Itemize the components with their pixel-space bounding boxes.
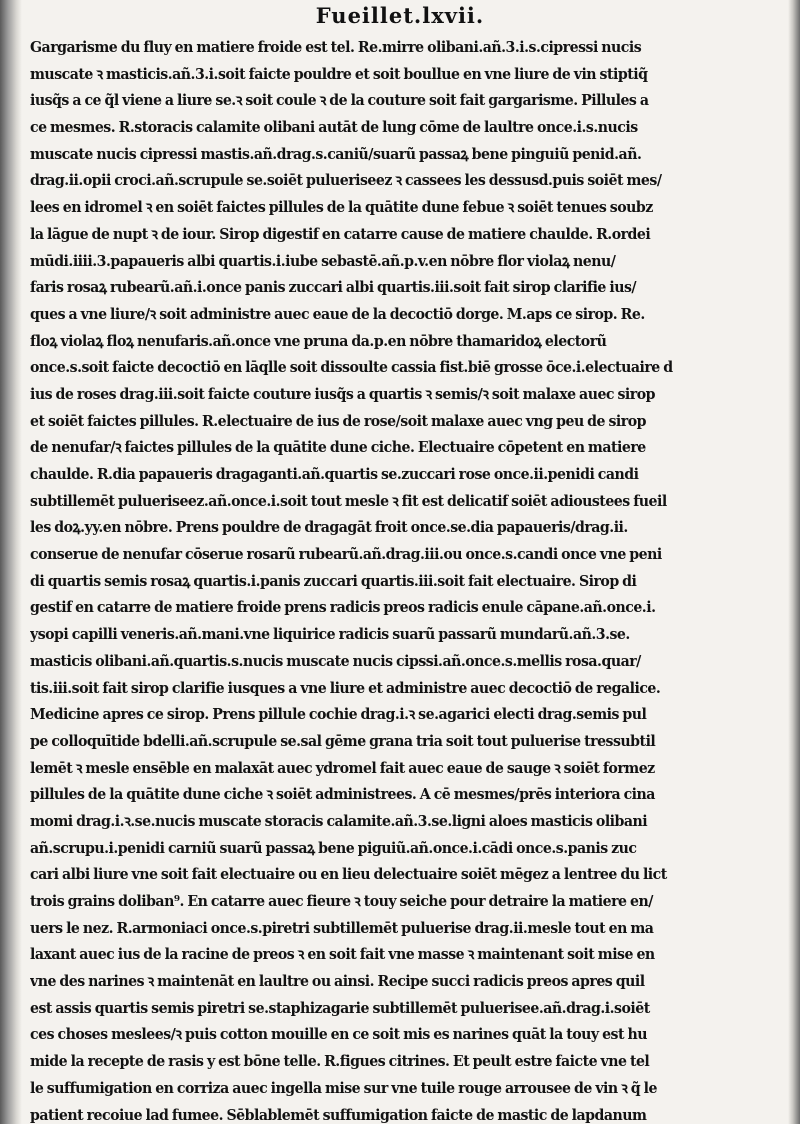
text-line: muscate ꝛ masticis.añ.3.i.soit faicte pouldre et soit boullue en vne liure de vin stiptiq̃: [30, 64, 648, 83]
text-line: tis.iii.soit fait sirop clarifie iusques a vne liure et administre auec decoctiō de regalice.: [30, 678, 661, 697]
text-line: Gargarisme du fluy en matiere froide est tel. Re.mirre olibani.añ.3.i.s.cipressi nucis: [30, 38, 642, 56]
text-line: añ.scrupu.i.penidi carniũ suarũ passaꝝ bene piguiũ.añ.once.i.cādi once.s.panis zuc: [30, 838, 637, 857]
text-line: Medicine apres ce sirop. Prens pillule cochie drag.i.ꝛ se.agarici electi drag.semis pul: [30, 705, 647, 724]
text-line: les doꝝ.yy.en nōbre. Prens pouldre de dragagāt froit once.se.dia papaueris/drag.ii.: [30, 518, 628, 537]
text-line: uers le nez. R.armoniaci once.s.piretri subtillemēt puluerise drag.ii.mesle tout en ma: [30, 918, 654, 937]
text-line: la lāgue de nupt ꝛ de iour. Sirop digestif en catarre cause de matiere chaulde. R.ordei: [30, 224, 651, 243]
text-line: subtillemēt pulueriseez.añ.once.i.soit tout mesle ꝛ fit est delicatif soiēt adioustees fueil: [30, 491, 667, 510]
text-line: muscate nucis cipressi mastis.añ.drag.s.caniũ/suarũ passaꝝ bene pinguiũ penid.añ.: [30, 144, 642, 163]
text-line: vne des narines ꝛ maintenāt en laultre ou ainsi. Recipe succi radicis preos apres quil: [30, 972, 645, 991]
page-edge-shadow: [788, 0, 800, 1124]
text-line: patient recoiue lad fumee. Sēblablemēt suffumigation faicte de mastic de lapdanum: [30, 1105, 647, 1124]
text-line: mide la recepte de rasis y est bōne telle. R.figues citrines. Et peult estre faicte vne tel: [30, 1052, 650, 1071]
text-line: momi drag.i.ꝛ.se.nucis muscate storacis calamite.añ.3.se.ligni aloes masticis olibani: [30, 811, 648, 830]
text-line: pe colloquītide bdelli.añ.scrupule se.sal gēme grana tria soit tout puluerise tressubtil: [30, 731, 656, 750]
text-line: mūdi.iiii.3.papaueris albi quartis.i.iube sebastē.añ.p.v.en nōbre flor violaꝝ nenu/: [30, 251, 616, 270]
text-line: trois grains doliban⁹. En catarre auec fieure ꝛ touy seiche pour detraire la matiere en/: [30, 892, 653, 910]
text-line: le suffumigation en corriza auec ingella mise sur vne tuile rouge arrousee de vin ꝛ q̃ le: [30, 1078, 657, 1097]
text-line: chaulde. R.dia papaueris dragaganti.añ.quartis se.zuccari rose once.ii.penidi candi: [30, 465, 639, 483]
text-line: lees en idromel ꝛ en soiēt faictes pillules de la quātite dune febue ꝛ soiēt tenues soubz: [30, 198, 653, 217]
folio-header: Fueillet.lxvii.: [315, 3, 485, 28]
text-line: di quartis semis rosaꝝ quartis.i.panis zuccari quartis.iii.soit fait electuaire. Sirop di: [30, 571, 637, 590]
text-line: faris rosaꝝ rubearũ.añ.i.once panis zuccari albi quartis.iii.soit fait sirop clarifie ius/: [30, 278, 637, 297]
text-line: laxant auec ius de la racine de preos ꝛ en soit fait vne masse ꝛ maintenant soit mise en: [30, 945, 655, 964]
text-line: conserue de nenufar cōserue rosarũ rubearũ.añ.drag.iii.ou once.s.candi once vne peni: [30, 545, 662, 564]
blackletter-text-block: [30, 34, 782, 1124]
text-line: cari albi liure vne soit fait electuaire ou en lieu delectuaire soiēt mēgez a lentree du lict: [30, 865, 667, 884]
text-line: ce mesmes. R.storacis calamite olibani autāt de lung cōme de laultre once.i.s.nucis: [30, 118, 638, 137]
text-line: gestif en catarre de matiere froide prens radicis preos radicis enule cāpane.añ.once.i.: [30, 598, 656, 617]
text-line: once.s.soit faicte decoctiō en lāqlle soit dissoulte cassia fist.biē grosse ōce.i.electuaire d: [30, 358, 673, 377]
text-line: ques a vne liure/ꝛ soit administre auec eaue de la decoctiō dorge. M.aps ce sirop. Re.: [30, 304, 645, 323]
binding-gutter-shadow: [0, 0, 22, 1124]
text-line: ces choses meslees/ꝛ puis cotton mouille en ce soit mis es narines quāt la touy est hu: [30, 1025, 647, 1044]
text-line: lemēt ꝛ mesle ensēble en malaxāt auec ydromel fait auec eaue de sauge ꝛ soiēt formez: [30, 758, 655, 777]
text-line: masticis olibani.añ.quartis.s.nucis muscate nucis cipssi.añ.once.s.mellis rosa.quar/: [30, 651, 641, 670]
text-line: drag.ii.opii croci.añ.scrupule se.soiēt pulueriseez ꝛ cassees les dessusd.puis soiēt mes/: [30, 171, 662, 190]
text-line: floꝝ violaꝝ floꝝ nenufaris.añ.once vne pruna da.p.en nōbre thamaridoꝝ electorũ: [30, 331, 607, 350]
text-line: ysopi capilli veneris.añ.mani.vne liquirice radicis suarũ passarũ mundarũ.añ.3.se.: [30, 625, 630, 644]
text-line: et soiēt faictes pillules. R.electuaire de ius de rose/soit malaxe auec vng peu de sirop: [30, 411, 646, 430]
text-line: est assis quartis semis piretri se.staphizagarie subtillemēt puluerisee.añ.drag.i.soiēt: [30, 998, 650, 1017]
text-line: pillules de la quātite dune ciche ꝛ soiēt administrees. A cē mesmes/prēs interiora cina: [30, 785, 655, 804]
text-line: iusq̃s a ce q̃l viene a liure se.ꝛ soit coule ꝛ de la couture soit fait gargarisme. Pillules a: [30, 91, 649, 110]
text-line: de nenufar/ꝛ faictes pillules de la quātite dune ciche. Electuaire cōpetent en matiere: [30, 438, 646, 457]
text-line: ius de roses drag.iii.soit faicte couture iusq̃s a quartis ꝛ semis/ꝛ soit malaxe auec sirop: [30, 384, 655, 403]
